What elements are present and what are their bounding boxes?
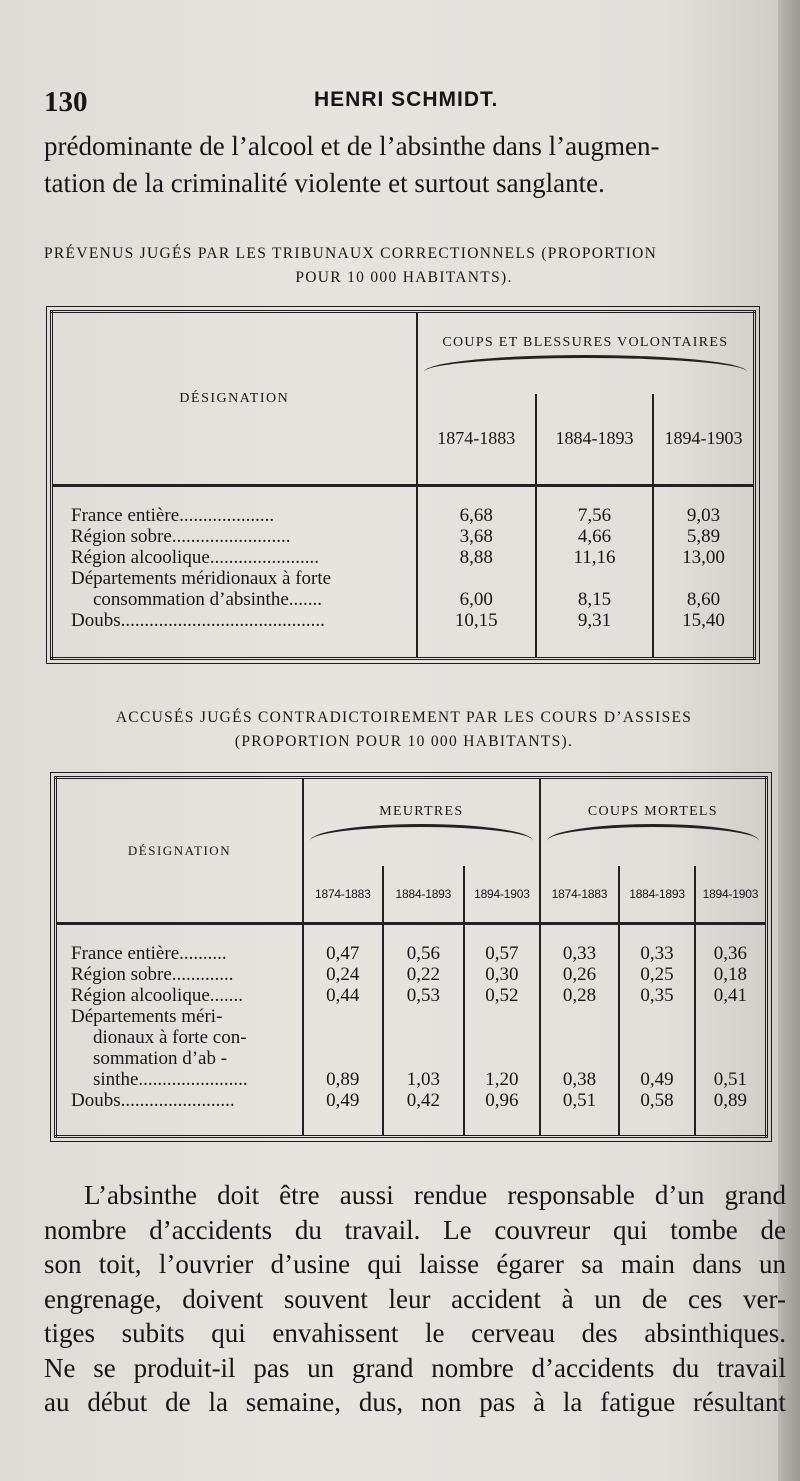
table1-period-header: 1894-1903 — [653, 394, 754, 486]
brace-mark — [547, 824, 759, 841]
table2-coups-1884-1893 — [619, 924, 695, 1137]
table2-coups-1874-1883 — [540, 924, 620, 1137]
cell-value: 0,89 — [713, 1090, 748, 1111]
table2-period-header: 1874-1883 — [303, 866, 383, 924]
table1-row-labels — [52, 486, 417, 659]
table2-meurtres-1884-1893 — [383, 924, 465, 1137]
table2-group-meurtres — [303, 778, 540, 866]
cell-value: 0,33 — [562, 943, 597, 964]
body-line: L’absinthe doit être aussi rendue responsable d’un grand — [84, 1180, 786, 1210]
body-line: engrenage, doivent souvent leur accident à un de ces ver- — [44, 1283, 786, 1314]
row-label: dionaux à forte con- — [93, 1027, 247, 1048]
table2-caption-line: ACCUSÉS JUGÉS CONTRADICTOIREMENT PAR LES COURS D’ASSISES — [115, 709, 693, 726]
cell-value: 11,16 — [573, 547, 616, 568]
page-number: 130 — [44, 86, 88, 118]
cell-value: 0,22 — [406, 964, 440, 985]
row-label: Région alcoolique....................... — [71, 547, 320, 568]
body-line: au début de la semaine, dus, non pas à la fatigue résultant — [44, 1387, 786, 1417]
table2-coups-1894-1903 — [695, 924, 767, 1137]
table1-column-1884-1893 — [536, 486, 653, 659]
table2-caption — [44, 706, 764, 754]
table2-period-header: 1884-1893 — [619, 866, 695, 924]
intro-paragraph — [44, 128, 764, 202]
table2-row-labels — [56, 924, 304, 1137]
cell-value: 7,56 — [577, 505, 612, 526]
intro-line: prédominante de l’alcool et de l’absinthe dans l’augmen- — [44, 131, 660, 161]
cell-value: 0,49 — [640, 1069, 674, 1090]
table2-meurtres-1874-1883 — [303, 924, 383, 1137]
table1-column-1874-1883 — [417, 486, 536, 659]
cell-value: 9,03 — [686, 505, 721, 526]
body-line: tiges subits qui envahissent le cerveau des absinthiques. — [44, 1318, 786, 1348]
row-label: Doubs........................ — [71, 1090, 235, 1111]
table2-caption-line: (PROPORTION POUR 10 000 HABITANTS). — [234, 733, 574, 750]
cell-value: 13,00 — [682, 547, 725, 568]
row-label: Doubs........................................... — [71, 610, 325, 631]
cell-value: 9,31 — [577, 610, 612, 631]
cell-value: 4,66 — [577, 526, 612, 547]
row-label: Région sobre......................... — [71, 526, 291, 547]
designation-label: DÉSIGNATION — [179, 390, 290, 406]
running-head: HENRI SCHMIDT. — [314, 88, 499, 111]
group-header-label: COUPS MORTELS — [587, 803, 718, 819]
table2-designation-header — [56, 778, 304, 924]
cell-value: 0,35 — [640, 985, 674, 1006]
table1-period-header: 1874-1883 — [417, 394, 536, 486]
row-label: consommation d’absinthe....... — [93, 589, 323, 610]
table1-caption — [44, 242, 764, 290]
cell-value: 0,53 — [406, 985, 440, 1006]
body-line: nombre d’accidents du travail. Le couvreur qui tombe de — [44, 1214, 786, 1245]
cell-value: 0,56 — [406, 943, 440, 964]
group-header-label: MEURTRES — [379, 803, 464, 819]
cell-value: 3,68 — [459, 526, 493, 547]
row-label: France entière.................... — [71, 505, 275, 526]
table1-group-header — [417, 312, 755, 394]
table1-prevenus — [50, 310, 756, 660]
table2-meurtres-1894-1903 — [464, 924, 540, 1137]
cell-value: 0,42 — [406, 1090, 440, 1111]
cell-value: 0,44 — [326, 985, 360, 1006]
table1-designation-header — [52, 312, 417, 486]
table1-period-header: 1884-1893 — [536, 394, 653, 486]
row-label: Région sobre............. — [71, 964, 234, 985]
designation-label: DÉSIGNATION — [127, 842, 232, 858]
table2-period-header: 1874-1883 — [540, 866, 620, 924]
cell-value: 0,47 — [326, 943, 360, 964]
table2-group-coups-mortels — [540, 778, 767, 866]
cell-value: 15,40 — [682, 610, 725, 631]
table1-column-1894-1903 — [653, 486, 754, 659]
cell-value: 10,15 — [454, 610, 498, 631]
group-header-label: COUPS ET BLESSURES VOLONTAIRES — [442, 334, 729, 350]
row-label: Départements méridionaux à forte — [71, 568, 332, 589]
cell-value: 0,57 — [485, 943, 519, 964]
table2-period-header: 1894-1903 — [695, 866, 767, 924]
page-header — [44, 86, 764, 126]
cell-value: 0,49 — [326, 1090, 360, 1111]
row-label: sommation d’ab - — [93, 1048, 228, 1069]
brace-mark — [310, 824, 533, 841]
cell-value: 0,52 — [485, 985, 519, 1006]
table2-period-header: 1884-1893 — [383, 866, 465, 924]
cell-value: 0,89 — [326, 1069, 360, 1090]
cell-value: 0,30 — [485, 964, 519, 985]
cell-value: 6,00 — [459, 589, 493, 610]
cell-value: 0,18 — [713, 964, 748, 985]
cell-value: 5,89 — [686, 526, 721, 547]
cell-value: 0,33 — [640, 943, 674, 964]
cell-value: 8,88 — [459, 547, 493, 568]
row-label: sinthe....................... — [93, 1069, 248, 1090]
row-label: Région alcoolique....... — [71, 985, 244, 1006]
table1-caption-line: POUR 10 000 HABITANTS). — [295, 269, 513, 286]
cell-value: 0,26 — [562, 964, 597, 985]
cell-value: 0,38 — [562, 1069, 597, 1090]
body-line: Ne se produit-il pas un grand nombre d’accidents du travail — [44, 1352, 786, 1383]
cell-value: 0,41 — [713, 985, 748, 1006]
cell-value: 0,24 — [326, 964, 360, 985]
cell-value: 0,28 — [562, 985, 597, 1006]
cell-value: 0,51 — [562, 1090, 597, 1111]
cell-value: 1,03 — [406, 1069, 440, 1090]
table2-accuses — [54, 776, 768, 1138]
table2-period-header: 1894-1903 — [464, 866, 540, 924]
row-label: France entière.......... — [71, 943, 227, 964]
cell-value: 0,25 — [640, 964, 674, 985]
body-paragraph — [44, 1178, 786, 1420]
body-line: son toit, l’ouvrier d’usine qui laisse égarer sa main dans un — [44, 1249, 786, 1279]
row-label: Départements méri- — [71, 1006, 223, 1027]
cell-value: 0,36 — [713, 943, 748, 964]
cell-value: 6,68 — [459, 505, 493, 526]
cell-value: 0,96 — [485, 1090, 519, 1111]
cell-value: 8,60 — [686, 589, 721, 610]
table1-caption-line: PRÉVENUS JUGÉS PAR LES TRIBUNAUX CORRECTIONNELS (PROPORTION — [44, 245, 658, 262]
cell-value: 0,58 — [640, 1090, 674, 1111]
brace-mark — [424, 355, 747, 372]
cell-value: 0,51 — [713, 1069, 748, 1090]
cell-value: 1,20 — [485, 1069, 519, 1090]
cell-value: 8,15 — [577, 589, 612, 610]
intro-line: tation de la criminalité violente et surtout sanglante. — [44, 168, 605, 198]
